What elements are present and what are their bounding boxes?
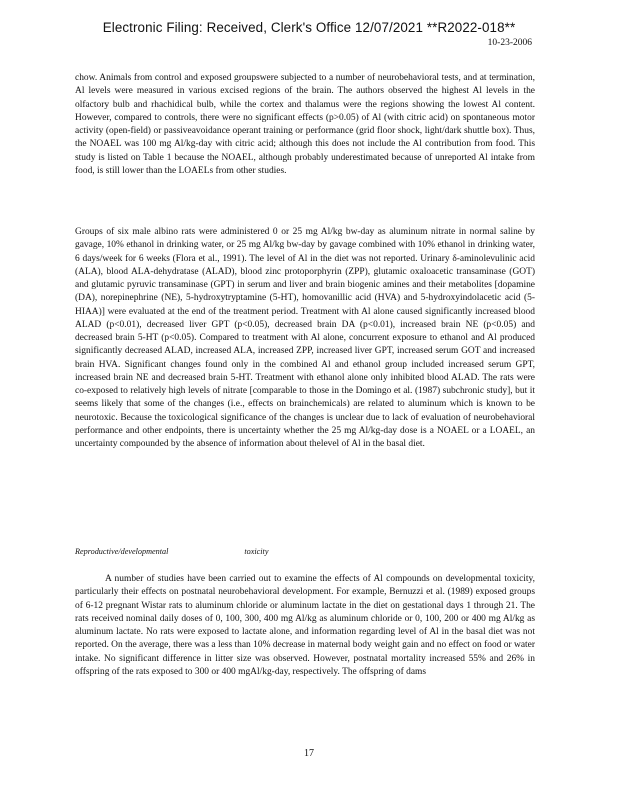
section-heading <box>75 545 535 558</box>
paragraph-2: Groups of six male albino rats were administered 0 or 25 mg Al/kg bw-day as aluminum nitrate in normal saline by gavage, 10% ethanol in drinking water, or 25 mg Al/kg bw-day by gavage combined with 10% ethanol in drinking water, 6 days/week for 6 weeks (Flora et al., 1991). The level of Al in the diet was not reported. Urinary δ-aminolevulinic acid (ALA), blood ALA-dehydratase (ALAD), blood zinc protoporphyrin (ZPP), glutamic oxaloacetic transaminase (GOT) and glutamic pyruvic transaminase (GPT) in serum and liver and brain biogenic amines and their metabolites [dopamine (DA), norepinephrine (NE), 5-hydroxytryptamine (5-HT), homovanillic acid (HVA) and 5-hydroxyindolacetic acid (5-HIAA)] were evaluated at the end of the treatment period. Treatment with Al alone caused significantly increased blood ALAD (p<0.01), decreased liver GPT (p<0.05), decreased brain DA (p<0.01), increased brain NE (p<0.05) and decreased brain 5-HT (p<0.05). Compared to treatment with Al alone, concurrent exposure to ethanol and Al produced significantly decreased ALAD, increased ALA, increased ZPP, increased liver GPT, increased serum GOT and increased brain HVA. Significant changes found only in the combined Al and ethanol group included increased serum GPT, increased brain NE and decreased brain 5-HT. Treatment with ethanol alone only inhibited blood ALAD. The rats were co-exposed to relatively high levels of nitrate [comparable to those in the Domingo et al. (1987) subchronic study], but it seems likely that some of the changes (i.e., effects on brainchemicals) are related to aluminum which is known to be neurotoxic. Because the toxicological significance of the changes is unclear due to lack of evaluation of neurobehavioral performance and other endpoints, there is uncertainty whether the 25 mg Al/kg-day dose is a NOAEL or a LOAEL, an uncertainty compounded by the absence of information about thelevel of Al in the basal diet. <box>75 227 535 449</box>
page-number: 17 <box>304 748 314 759</box>
section-heading-part-2: toxicity <box>244 547 269 556</box>
paragraph-1: chow. Animals from control and exposed groupswere subjected to a number of neurobehavioral tests, and at termination, Al levels were measured in various excised regions of the brain. The authors observed the highest Al levels in the olfactory bulb and rhachidical bulb, while the cortex and thalamus were the regions showing the lowest Al content. However, compared to controls, there were no significant effects (p>0.05) of Al (with citric acid) on spontaneous motor activity (open-field) or passiveavoidance operant training or performance (grid floor shock, light/dark shuttle box). Thus, the NOAEL was 100 mg Al/kg-day with citric acid; although this does not include the Al contribution from food. This study is listed on Table 1 because the NOAEL, although probably underestimated because of unreported Al intake from food, is still lower than the LOAELs from other studies. <box>75 73 535 176</box>
filing-header: Electronic Filing: Received, Clerk's Office 12/07/2021 **R2022-018** <box>102 20 516 35</box>
section-heading-part-1: Reproductive/developmental <box>75 547 169 556</box>
document-date: 10-23-2006 <box>487 38 532 48</box>
paragraph-3: A number of studies have been carried out to examine the effects of Al compounds on developmental toxicity, particularly their effects on postnatal neurobehavioral development. For example, Bernuzzi et al. (1989) exposed groups of 6-12 pregnant Wistar rats to aluminum chloride or aluminum lactate in the diet on gestational days 1 through 21. The rats received nominal daily doses of 0, 100, 300, 400 mg Al/kg as aluminum chloride or 0, 100, 200 or 400 mg Al/kg as aluminum lactate. No rats were exposed to lactate alone, and information regarding level of Al in the basal diet was not reported. On the average, there was a less than 10% decrease in maternal body weight gain and no effect on food or water intake. No significant difference in litter size was observed. However, postnatal mortality increased 55% and 26% in offspring of the rats exposed to 300 or 400 mgAl/kg-day, respectively. The offspring of dams <box>75 574 535 677</box>
